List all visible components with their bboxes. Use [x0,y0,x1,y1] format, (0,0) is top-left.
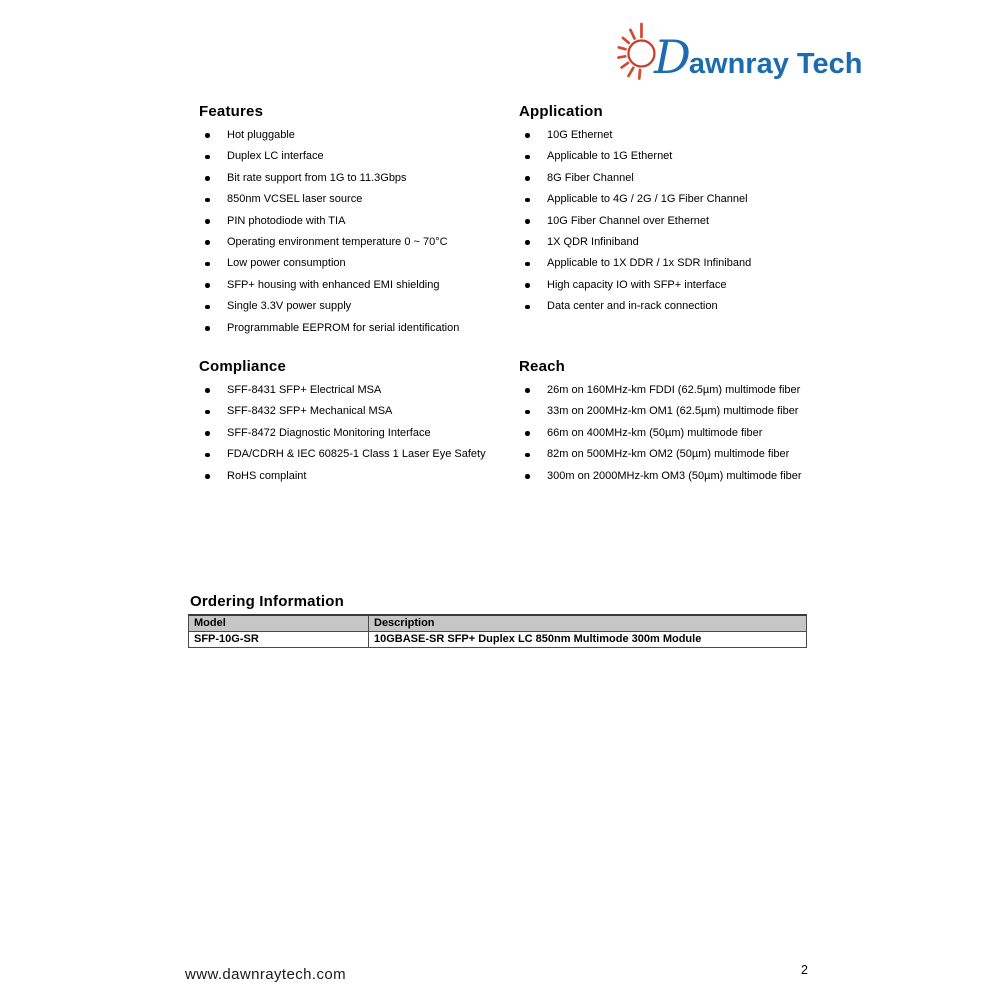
ordering-header-row [189,615,807,632]
application-item: 1X QDR Infiniband [519,232,849,253]
logo-initial: D [654,30,689,84]
compliance-item: FDA/CDRH & IEC 60825-1 Class 1 Laser Eye Safety [199,444,504,465]
application-item: 10G Fiber Channel over Ethernet [519,211,849,232]
application-list [519,125,849,318]
ordering-title: Ordering Information [190,593,344,610]
reach-title: Reach [519,358,566,375]
ordering-table-body [189,632,807,648]
application-title: Application [519,103,603,120]
compliance-item: SFF-8431 SFP+ Electrical MSA [199,380,504,401]
feature-item: Hot pluggable [199,125,504,146]
ordering-col-model: Model [189,615,369,632]
feature-item: 850nm VCSEL laser source [199,189,504,210]
reach-item: 300m on 2000MHz-km OM3 (50µm) multimode fiber [519,466,859,487]
feature-item: PIN photodiode with TIA [199,211,504,232]
reach-list [519,380,859,487]
ordering-table [188,614,807,648]
ordering-col-description: Description [369,615,807,632]
page-number: 2 [801,963,808,977]
application-item: High capacity IO with SFP+ interface [519,275,849,296]
application-item: 8G Fiber Channel [519,168,849,189]
logo-wordmark [654,30,863,84]
features-title: Features [199,103,264,120]
company-logo [612,12,862,88]
ordering-data-row [189,632,807,648]
application-item: Applicable to 1X DDR / 1x SDR Infiniband [519,253,849,274]
reach-item: 33m on 200MHz-km OM1 (62.5µm) multimode fiber [519,401,859,422]
application-item: Applicable to 4G / 2G / 1G Fiber Channel [519,189,849,210]
feature-item: Duplex LC interface [199,146,504,167]
feature-item: Low power consumption [199,253,504,274]
compliance-list [199,380,504,487]
feature-item: Bit rate support from 1G to 11.3Gbps [199,168,504,189]
reach-item: 26m on 160MHz-km FDDI (62.5µm) multimode fiber [519,380,859,401]
compliance-item: RoHS complaint [199,466,504,487]
compliance-title: Compliance [199,358,287,375]
reach-section [519,358,859,487]
logo-name: awnray Tech [688,48,863,80]
application-item: Applicable to 1G Ethernet [519,146,849,167]
compliance-item: SFF-8472 Diagnostic Monitoring Interface [199,423,504,444]
feature-item: SFP+ housing with enhanced EMI shielding [199,275,504,296]
compliance-section [199,358,504,487]
application-item: 10G Ethernet [519,125,849,146]
reach-item: 82m on 500MHz-km OM2 (50µm) multimode fiber [519,444,859,465]
ordering-information-section [188,593,808,648]
feature-item: Single 3.3V power supply [199,296,504,317]
features-section [199,103,504,339]
application-section [519,103,849,318]
features-list [199,125,504,339]
compliance-item: SFF-8432 SFP+ Mechanical MSA [199,401,504,422]
feature-item: Operating environment temperature 0 ~ 70°C [199,232,504,253]
application-item: Data center and in-rack connection [519,296,849,317]
model-cell: SFP-10G-SR [189,632,369,648]
description-cell: 10GBASE-SR SFP+ Duplex LC 850nm Multimode 300m Module [369,632,807,648]
feature-item: Programmable EEPROM for serial identification [199,318,504,339]
reach-item: 66m on 400MHz-km (50µm) multimode fiber [519,423,859,444]
footer-website-url: www.dawnraytech.com [185,966,346,983]
